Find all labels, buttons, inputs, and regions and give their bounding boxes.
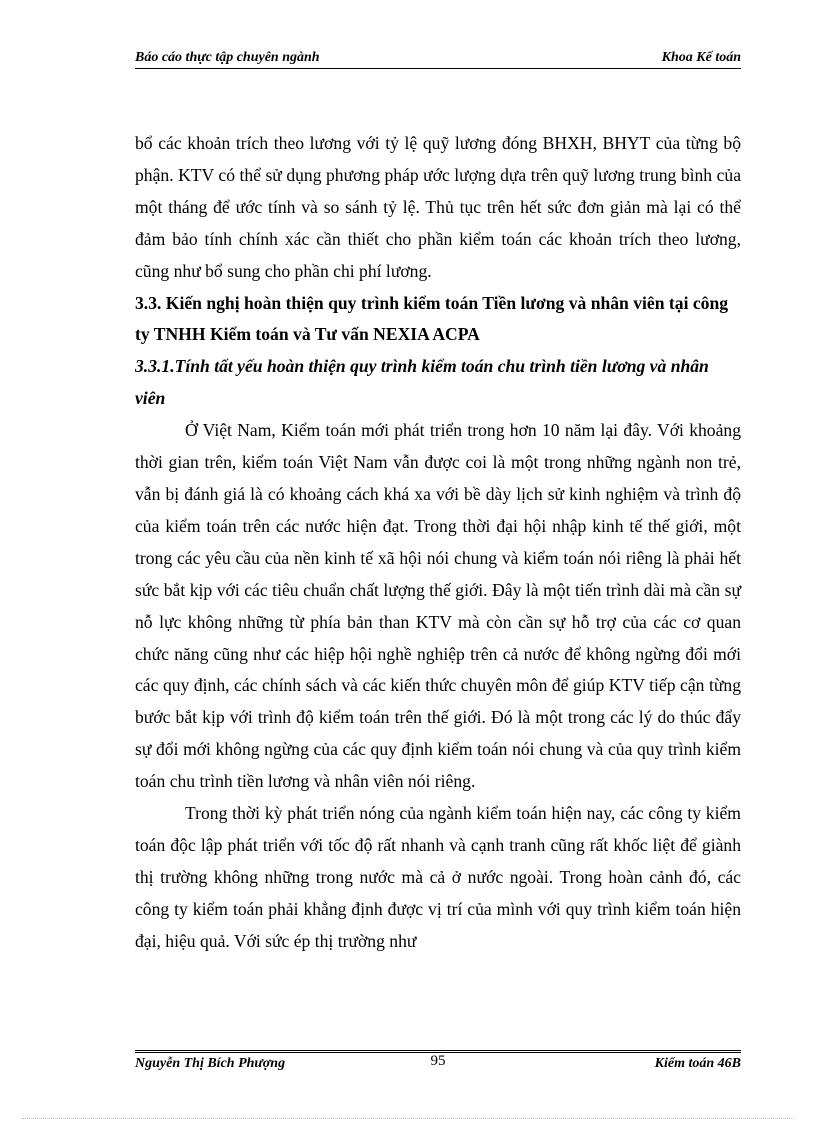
page-number: 95	[430, 1053, 446, 1069]
footer-author: Nguyễn Thị Bích Phượng	[135, 1056, 286, 1071]
page-footer	[135, 1053, 741, 1072]
page-header	[135, 50, 741, 66]
header-divider	[135, 68, 741, 69]
paragraph-salary-deductions: bổ các khoản trích theo lương với tỷ lệ quỹ lương đóng BHXH, BHYT của từng bộ phận. KTV có thể sử dụng phương pháp ước lượng dựa trên quỹ lương trung bình của một tháng để ước tính và so sánh tỷ lệ. Thủ tục trên hết sức đơn giản mà lại có thể đảm bảo tính chính xác cần thiết cho phần kiểm toán các khoản trích theo lương, cũng như bổ sung cho phần chi phí lương.	[135, 133, 741, 281]
paragraph-market-competition: Trong thời kỳ phát triển nóng của ngành kiểm toán hiện nay, các công ty kiểm toán độc lập phát triển với tốc độ rất nhanh và cạnh tranh cũng rất khốc liệt để giành thị trường không những trong nước mà cả ở nước ngoài. Trong hoàn cảnh đó, các công ty kiểm toán phải khẳng định được vị trí của mình với quy trình kiểm toán hiện đại, hiệu quả. Với sức ép thị trường như	[135, 803, 741, 951]
footer-class: Kiểm toán 46B	[654, 1056, 741, 1071]
subsection-heading-3-3-1: 3.3.1.Tính tất yếu hoàn thiện quy trình kiểm toán chu trình tiền lương và nhân viên	[135, 356, 709, 409]
document-body	[135, 128, 741, 958]
paragraph-vietnam-audit: Ở Việt Nam, Kiểm toán mới phát triển trong hơn 10 năm lại đây. Với khoảng thời gian trên, kiểm toán Việt Nam vẫn được coi là một trong những ngành non trẻ, vẫn bị đánh giá là có khoảng cách khá xa với bề dày lịch sử kinh nghiệm và trình độ của kiểm toán trên các nước hiện đạt. Trong thời đại hội nhập kinh tế thế giới, một trong các yêu cầu của nền kinh tế xã hội nói chung và kiểm toán nói riêng là phải hết sức bắt kịp với các tiêu chuẩn chất lượng thế giới. Đây là một tiến trình dài mà cần sự nỗ lực không những từ phía bản than KTV mà còn cần sự hỗ trợ của các cơ quan chức năng cũng như các hiệp hội nghề nghiệp trên cả nước để không ngừng đổi mới các quy định, các chính sách và các kiến thức chuyên môn để giúp KTV tiếp cận từng bước bắt kịp với trình độ kiểm toán trên thế giới. Đó là một trong các lý do thúc đẩy sự đổi mới không ngừng của các quy định kiểm toán nói chung và của quy trình kiểm toán chu trình tiền lương và nhân viên nói riêng.	[135, 420, 741, 792]
header-report-title: Báo cáo thực tập chuyên ngành	[135, 50, 320, 65]
section-heading-3-3: 3.3. Kiến nghị hoàn thiện quy trình kiểm toán Tiền lương và nhân viên tại công ty TNHH Kiểm toán và Tư vấn NEXIA ACPA	[135, 292, 729, 345]
page-bottom-edge	[22, 1118, 794, 1119]
header-department: Khoa Kế toán	[661, 50, 741, 65]
